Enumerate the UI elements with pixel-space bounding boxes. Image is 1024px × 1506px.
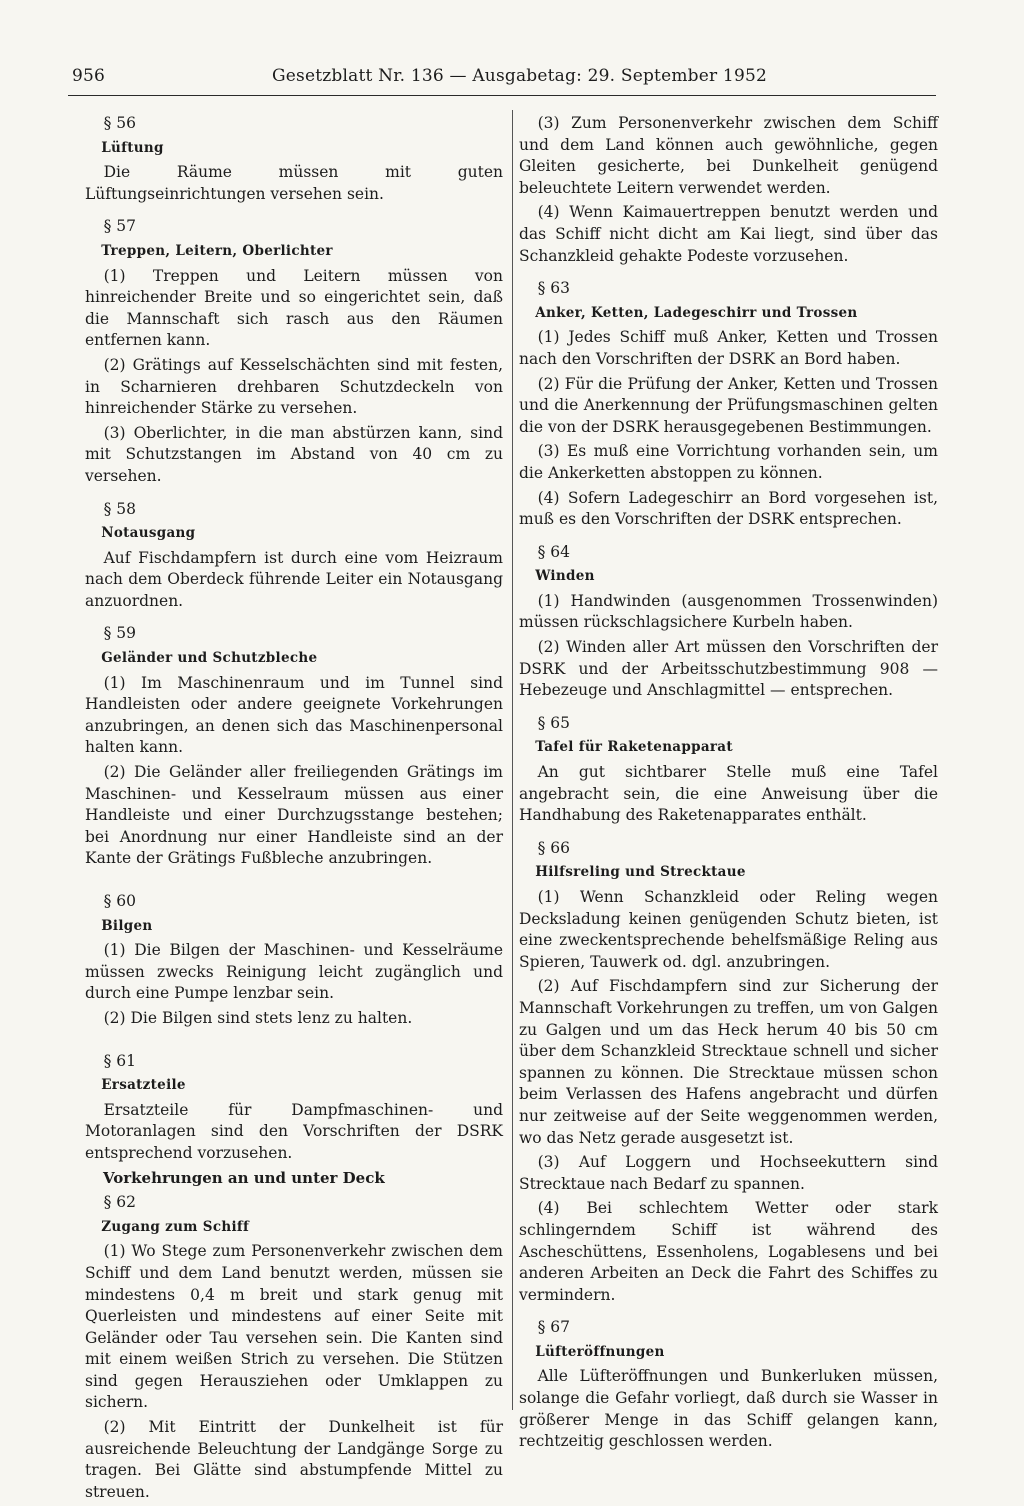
paragraph: Auf Fischdampfern ist durch eine vom Heizraum nach dem Oberdeck führende Leiter ein Notausgang anzuordnen.	[85, 548, 503, 610]
section-heading: Winden	[535, 568, 595, 585]
paragraph: (3) Oberlichter, in die man abstürzen kann, sind mit Schutzstangen im Abstand von 40 cm zu versehen.	[85, 423, 503, 485]
section-heading: Geländer und Schutzbleche	[101, 650, 318, 667]
paragraph: (2) Die Bilgen sind stets lenz zu halten.	[103, 1008, 413, 1027]
paragraph: (4) Wenn Kaimauertreppen benutzt werden und das Schiff nicht dicht am Kai liegt, sind über das Schanzkleid gehakte Podeste vorzusehen.	[519, 203, 938, 265]
section-heading: Bilgen	[101, 917, 153, 934]
paragraph: (1) Treppen und Leitern müssen von hinreichender Breite und so eingerichtet sein, daß die Mannschaft sich rasch aus den Räumen entfernen kann.	[85, 266, 503, 350]
paragraph: (1) Handwinden (ausgenommen Trossenwinden) müssen rückschlagsichere Kurbeln haben.	[519, 591, 938, 632]
right-column	[519, 113, 938, 1456]
section-heading: Ersatzteile	[101, 1077, 186, 1094]
section-number: § 65	[537, 713, 570, 732]
paragraph: Die Räume müssen mit guten Lüftungseinrichtungen versehen sein.	[85, 163, 503, 203]
section-number: § 56	[103, 114, 136, 132]
paragraph: (2) Die Geländer aller freiliegenden Grätings im Maschinen- und Kesselraum müssen aus einer Handleiste und einer Durchzugsstange bestehen; bei Anordnung nur einer Handleiste sind an der Kante der Grätings Fußbleche anzubringen.	[85, 763, 503, 868]
chapter-heading: Vorkehrungen an und unter Deck	[103, 1168, 385, 1187]
section-number: § 57	[103, 217, 136, 236]
left-column	[85, 113, 503, 1506]
paragraph: (2) Winden aller Art müssen den Vorschriften der DSRK und der Arbeitsschutzbestimmung 908 — Hebezeuge und Anschlagmittel — entsprechen.	[519, 638, 938, 700]
section-number: § 58	[103, 499, 136, 518]
section-number: § 62	[103, 1193, 136, 1212]
section-heading: Hilfsreling und Strecktaue	[535, 864, 746, 881]
section-number: § 64	[537, 542, 570, 561]
header-rule	[68, 95, 936, 96]
column-divider	[512, 110, 513, 1410]
section-heading: Lüfteröffnungen	[535, 1343, 665, 1360]
section-heading: Treppen, Leitern, Oberlichter	[101, 242, 333, 259]
paragraph: An gut sichtbarer Stelle muß eine Tafel angebracht sein, die eine Anweisung über die Handhabung des Raketenapparates enthält.	[519, 763, 938, 825]
paragraph: (1) Die Bilgen der Maschinen- und Kesselräume müssen zwecks Reinigung leicht zugänglich und durch eine Pumpe lenzbar sein.	[85, 941, 503, 1003]
section-heading: Zugang zum Schiff	[101, 1218, 250, 1235]
paragraph: (4) Bei schlechtem Wetter oder stark schlingerndem Schiff ist während des Ascheschüttens, Essenholens, Logablesens und bei anderen Arbeiten an Deck die Fahrt des Schiffes zu vermindern.	[519, 1199, 938, 1304]
paragraph: (1) Wenn Schanzkleid oder Reling wegen Decksladung keinen genügenden Schutz bieten, ist eine zweckentsprechende behelfsmäßige Reling aus Spieren, Tauwerk od. dgl. anzubringen.	[519, 888, 938, 971]
section-heading: Notausgang	[101, 525, 196, 542]
paragraph: (3) Zum Personenverkehr zwischen dem Schiff und dem Land können auch gewöhnliche, gegen Gleiten gesicherte, bei Dunkelheit genügend beleuchtete Leitern verwendet werden.	[519, 114, 938, 197]
section-number: § 60	[103, 892, 136, 910]
section-number: § 63	[537, 279, 570, 298]
section-heading: Anker, Ketten, Ladegeschirr und Trossen	[535, 304, 858, 321]
paragraph: (1) Wo Stege zum Personenverkehr zwischen dem Schiff und dem Land benutzt werden, müssen sie mindestens 0,4 m breit und stark genug mit Querleisten und mindestens auf einer Seite mit Geländer oder Tau versehen sein. Die Kanten sind mit einem weißen Strich zu versehen. Die Stützen sind gegen Herausziehen oder Umklappen zu sichern.	[85, 1242, 503, 1412]
paragraph: (2) Für die Prüfung der Anker, Ketten und Trossen und die Anerkennung der Prüfungsmaschinen gelten die von der DSRK herausgegebenen Bestimmungen.	[519, 374, 938, 436]
paragraph: Alle Lüfteröffnungen und Bunkerluken müssen, solange die Gefahr vorliegt, daß durch sie Wasser in größerer Menge in das Schiff gelangen kann, rechtzeitig geschlossen werden.	[519, 1367, 938, 1451]
paragraph: (3) Auf Loggern und Hochseekuttern sind Strecktaue nach Bedarf zu spannen.	[519, 1153, 938, 1193]
running-title: Gesetzblatt Nr. 136 — Ausgabetag: 29. September 1952	[272, 66, 767, 86]
page-number: 956	[72, 66, 106, 86]
paragraph: (1) Jedes Schiff muß Anker, Ketten und Trossen nach den Vorschriften der DSRK an Bord haben.	[519, 328, 938, 368]
paragraph: Ersatzteile für Dampfmaschinen- und Motoranlagen sind den Vorschriften der DSRK entsprechend vorzusehen.	[85, 1100, 503, 1162]
section-number: § 59	[103, 624, 136, 643]
paragraph: (2) Auf Fischdampfern sind zur Sicherung der Mannschaft Vorkehrungen zu treffen, um von Galgen zu Galgen und um das Heck herum 40 bis 50 cm über dem Schanzkleid Strecktaue schnell und sicher spannen zu können. Die Strecktaue müssen schon beim Verlassen des Hafens angebracht und dürfen nur zeitweise auf der Seite weggenommen werden, wo das Netz gerade ausgesetzt ist.	[519, 977, 938, 1147]
section-number: § 67	[537, 1318, 570, 1337]
paragraph: (3) Es muß eine Vorrichtung vorhanden sein, um die Ankerketten abstoppen zu können.	[519, 442, 938, 482]
paragraph: (4) Sofern Ladegeschirr an Bord vorgesehen ist, muß es den Vorschriften der DSRK entsprechen.	[519, 488, 938, 529]
paragraph: (1) Im Maschinenraum und im Tunnel sind Handleisten oder andere geeignete Vorkehrungen anzubringen, an denen sich das Maschinenpersonal halten kann.	[85, 673, 503, 757]
paragraph: (2) Mit Eintritt der Dunkelheit ist für ausreichende Beleuchtung der Landgänge Sorge zu tragen. Bei Glätte sind abstumpfende Mittel zu streuen.	[85, 1418, 503, 1501]
section-number: § 66	[537, 838, 570, 857]
section-number: § 61	[103, 1051, 136, 1070]
paragraph: (2) Grätings auf Kesselschächten sind mit festen, in Scharnieren drehbaren Schutzdeckeln von hinreichender Stärke zu versehen.	[85, 355, 503, 418]
section-heading: Lüftung	[101, 139, 164, 156]
section-heading: Tafel für Raketenapparat	[535, 739, 733, 756]
